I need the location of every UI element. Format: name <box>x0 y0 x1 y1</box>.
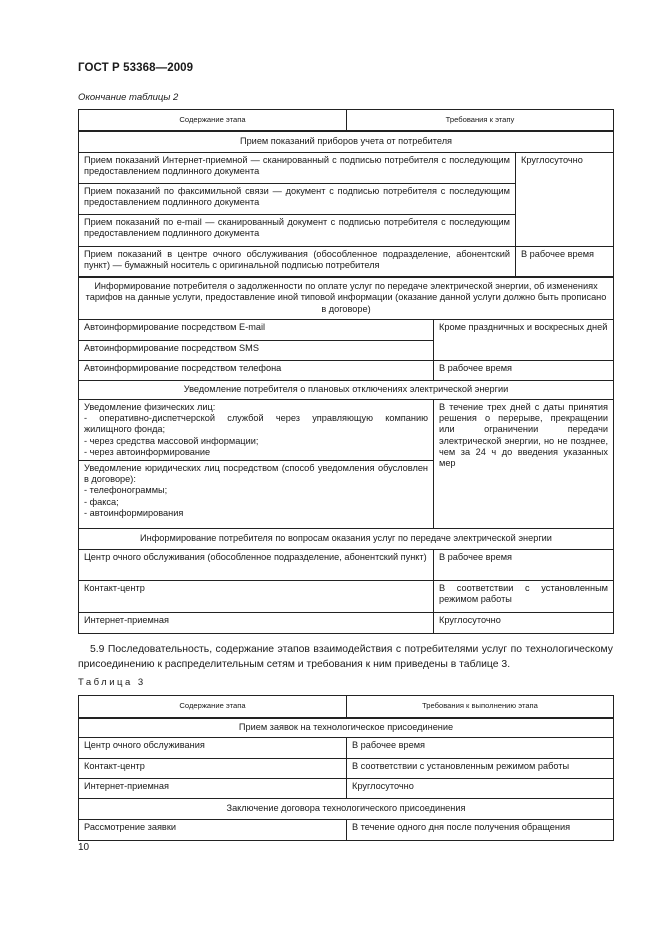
table-cell: Контакт-центр <box>79 581 434 613</box>
table-cell: В соответствии с установленным режимом работы <box>347 759 614 779</box>
table-cell: Круглосуточно <box>434 613 614 634</box>
table-cell: Прием показаний по факсимильной связи — документ с подписью потребителя с последующим предоставлением подлинного документа <box>79 183 516 214</box>
section-title: Прием заявок на технологическое присоединение <box>79 718 614 738</box>
page-number: 10 <box>78 842 90 853</box>
table-cell: Автоинформирование посредством телефона <box>79 361 434 381</box>
table-2-body-2 <box>78 276 614 634</box>
table-cell: Автоинформирование посредством E-mail <box>79 320 434 341</box>
col-header-content: Содержание этапа <box>79 696 347 718</box>
table-cell: Прием показаний Интернет-приемной — сканированный с подписью потребителя с последующим предоставлением подлинного документа <box>79 152 516 183</box>
table-cell-merged: В течение трех дней с даты принятия решения о перерыве, прекращении или ограничении передачи электрической энергии, но не позднее, чем за 24 ч до введения указанных мер <box>434 400 614 529</box>
table-cell: В рабочее время <box>516 246 614 277</box>
table-cell: Рассмотрение заявки <box>79 820 347 841</box>
table-cell: В рабочее время <box>434 361 614 381</box>
col-header-requirements: Требования к выполнению этапа <box>347 696 614 718</box>
table-2-body <box>78 130 614 278</box>
section-title: Прием показаний приборов учета от потребителя <box>79 131 614 152</box>
table-cell: В рабочее время <box>347 738 614 759</box>
section-title: Информирование потребителя о задолженности по оплате услуг по передаче электрической энергии, об изменениях тарифов на данные услуги, предоставление иной типовой информации (оказание данной услуги должно быть прописано в договоре) <box>79 277 614 320</box>
table-cell: В рабочее время <box>434 550 614 581</box>
document-code: ГОСТ Р 53368—2009 <box>78 62 194 74</box>
table-cell: Интернет-приемная <box>79 613 434 634</box>
section-title: Информирование потребителя по вопросам оказания услуг по передаче электрической энергии <box>79 529 614 550</box>
table-cell: Прием показаний по e-mail — сканированный документ с подписью потребителя с последующим предоставлением подлинного документа <box>79 214 516 246</box>
col-header-requirements: Требования к этапу <box>347 110 614 131</box>
table-cell: Прием показаний в центре очного обслуживания (обособленное подразделение, абонентский пункт) — бумажный носитель с оригинальной подписью потребителя <box>79 246 516 277</box>
paragraph-5-9: 5.9 Последовательность, содержание этапов взаимодействия с потребителями услуг по технологическому присоединению к распределительным сетям и требования к ним приведены в таблице 3. <box>78 644 613 670</box>
table-cell: Круглосуточно <box>347 779 614 799</box>
table-cell: Автоинформирование посредством SMS <box>79 341 434 361</box>
table-cell: Уведомление физических лиц: - оперативно-диспетчерской службой через управляющую компанию жилищного фонда; - через средства массовой информации; - через автоинформирование <box>79 400 434 461</box>
table-cell: Центр очного обслуживания <box>79 738 347 759</box>
section-title: Уведомление потребителя о плановых отключениях электрической энергии <box>79 381 614 400</box>
table-cell: В течение одного дня после получения обращения <box>347 820 614 841</box>
table-cell: Контакт-центр <box>79 759 347 779</box>
section-title: Заключение договора технологического присоединения <box>79 799 614 820</box>
table-cell-merged: Кроме праздничных и воскресных дней <box>434 320 614 361</box>
table-2 <box>78 109 614 131</box>
table-cell-merged: Круглосуточно <box>516 152 614 246</box>
table2-caption: Окончание таблицы 2 <box>78 92 179 103</box>
table-cell: Уведомление юридических лиц посредством (способ уведомления обусловлен в договоре): - телефонограммы; - факса; - автоинформирования <box>79 461 434 529</box>
table-cell: В соответствии с установленным режимом работы <box>434 581 614 613</box>
table3-label: Таблица 3 <box>78 677 146 688</box>
table-3 <box>78 695 614 841</box>
col-header-content: Содержание этапа <box>79 110 347 131</box>
table-cell: Центр очного обслуживания (обособленное подразделение, абонентский пункт) <box>79 550 434 581</box>
table-cell: Интернет-приемная <box>79 779 347 799</box>
